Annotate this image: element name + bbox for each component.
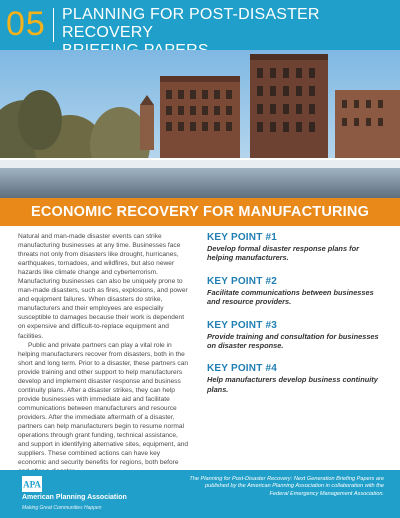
key-point-1 xyxy=(207,232,385,263)
body-paragraph-2: Public and private partners can play a vital role in helping manufacturers recover from disasters, both in the short and long term. Prior to a disaster, these partners can provide training and other support to help manufacturers develop and implement disaster response and business continuity plans. After a disaster strikes, they can help provide businesses with immediate aid and facilitate communications between manufacturers and resource providers. After the immediate aftermath of a disaster, partners can help manufacturers begin to resume normal operations through grant funding, technical assistance, and support in identifying alternative sites, equipment, and suppliers. These combined actions can have key economic and security benefits for regions, both before xyxy=(18,341,189,467)
apa-logo-icon xyxy=(22,476,42,492)
cover-photo xyxy=(0,50,400,198)
page-header xyxy=(0,0,400,50)
key-point-text: Provide training and consultation for businesses on disaster response. xyxy=(207,331,379,351)
header-divider xyxy=(53,8,54,42)
key-point-text: Develop formal disaster response plans for helping manufacturers. xyxy=(207,244,359,263)
key-point-text: Facilitate communications between businesses and resource providers. xyxy=(207,287,374,307)
key-point-title: KEY POINT #1 xyxy=(207,232,278,243)
key-point-title: KEY POINT #3 xyxy=(207,319,278,331)
organization-name: American Planning Association xyxy=(22,494,127,501)
key-point-4 xyxy=(207,363,385,394)
key-points xyxy=(207,232,385,407)
body-text xyxy=(18,232,190,476)
section-banner: ECONOMIC RECOVERY FOR MANUFACTURING xyxy=(0,198,400,226)
apa-logo-text: APA xyxy=(23,479,41,490)
organization-tagline: Making Great Communities Happen xyxy=(22,505,102,511)
mill-riverside-image xyxy=(0,50,400,198)
page-footer xyxy=(0,470,400,518)
issue-number: 05 xyxy=(6,5,46,43)
key-point-title: KEY POINT #4 xyxy=(207,363,278,375)
body-paragraph-1: Natural and man-made disaster events can strike manufacturing businesses at any time. Businesses face threats not only from disasters like drought, hurricanes, earthquakes, tornadoes, and wildfires, but also newer hazards like climate change and cyberterrorism. Manufacturing businesses can also be uniquely prone to man-made disasters, such as fires, explosions, and power and equipment failures. When disasters do strike, manufacturers and their employees are especially susceptible to damages because their work is dependent on expensive and difficult-to-replace equipment and facilities. xyxy=(18,233,188,340)
publication-note: The Planning for Post-Disaster Recovery: Next Generation Briefing Papers are published by the American Planning Association in collaboration with the Federal Emergency Management Association. xyxy=(189,476,384,497)
key-point-text: Help manufacturers develop business continuity plans. xyxy=(207,375,378,394)
key-point-2 xyxy=(207,276,385,307)
key-point-title: KEY POINT #2 xyxy=(207,275,278,287)
key-point-3 xyxy=(207,320,385,351)
series-title-line1: PLANNING FOR POST-DISASTER RECOVERY xyxy=(62,6,320,41)
